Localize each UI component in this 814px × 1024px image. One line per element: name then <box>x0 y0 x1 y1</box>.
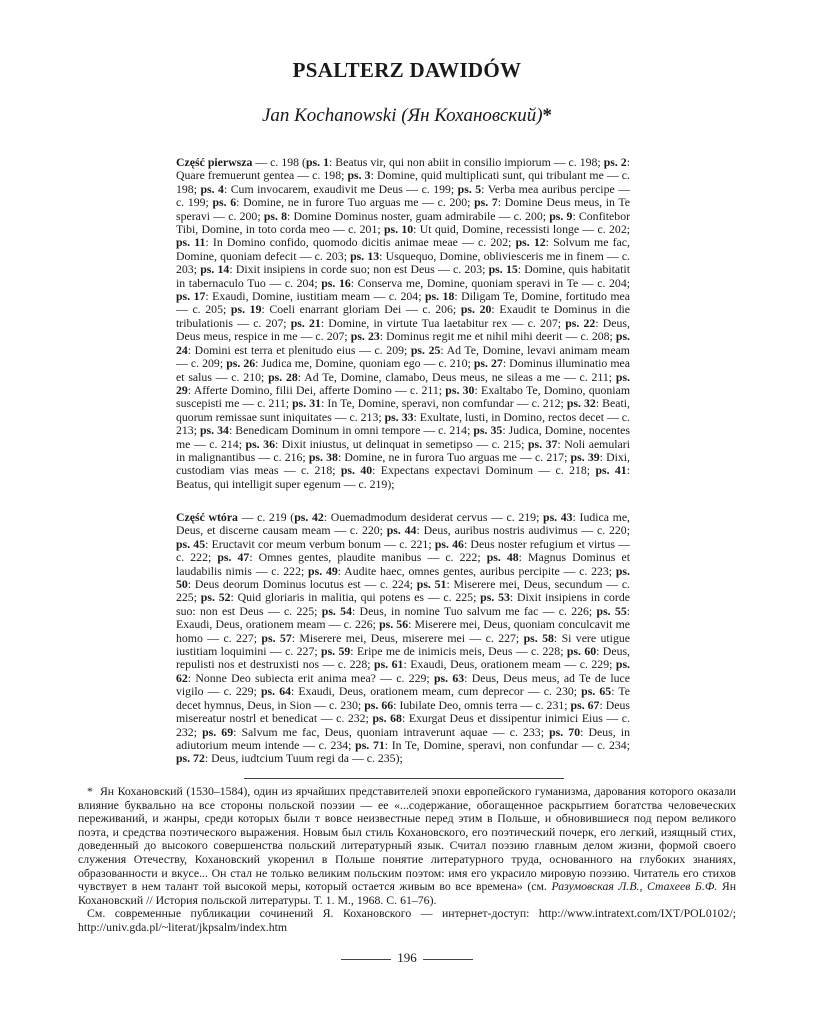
text-run: : Iudica me, Deus, et discerne causam meam — с. 220; <box>176 510 631 538</box>
text-run: : Exaltabo Te, Domino, quoniam suscepisti me — с. 211; <box>176 382 630 411</box>
bold-ref: ps. 17 <box>176 289 206 304</box>
bold-ref: ps. 3 <box>347 168 371 183</box>
author-name: Jan Kochanowski (Ян Кохановский) <box>261 105 543 126</box>
text-run: : Iubilate Deo, omnis terra — с. 231; <box>393 697 571 712</box>
text-run: : Diligam Te, Domine, fortitudo mea — с. 205; <box>176 289 630 317</box>
text-run: : Exultate, lusti, in Domino, rectos decet — с. 213; <box>176 409 630 438</box>
page-number-rule-right <box>423 959 473 960</box>
text-run: : Conserva me, Domine, quoniam speravi in Te — с. 204; <box>350 275 630 290</box>
bold-ref: ps. 63 <box>433 670 465 685</box>
bold-ref: ps. 10 <box>383 222 414 237</box>
italic-ref: Разумовская Л.В., Стахеев Б.Ф. <box>551 879 718 894</box>
bold-ref: ps. 60 <box>566 644 597 659</box>
bold-ref: ps. 18 <box>424 289 455 304</box>
text-run: : Miserere mei, Deus, quoniam conculcavit me homo — с. 227; <box>176 617 630 645</box>
text-run: : Deus noster refugium et virtus — с. 222; <box>176 536 630 565</box>
footnote-paragraph <box>78 785 736 907</box>
bold-ref: ps. 34 <box>200 423 229 438</box>
text-run: : Deus, in nomine Tuo salvum me fac — с. 226; <box>351 603 597 618</box>
text-run: : Deus, iudtcium Tuum regi da — с. 235); <box>204 751 403 766</box>
text-run: : Domine Dominus noster, guam admirabile — с. 200; <box>287 208 550 223</box>
text-run: : Quid gloriaris in malitia, qui potens es — с. 225; <box>230 590 481 605</box>
bold-ref: ps. 11 <box>176 235 206 250</box>
text-run: : Eructavit cor meum verbum bonum — с. 221; <box>205 536 435 551</box>
bold-ref: ps. 48 <box>486 550 519 565</box>
bold-ref: ps. 24 <box>176 329 631 357</box>
page-number <box>0 950 814 966</box>
author-line <box>0 105 814 127</box>
text-run: : Deus misereatur nostrl et benedicat — с. 232; <box>176 697 630 726</box>
text-run: : Ouemadmodum desiderat cervus — с. 219; <box>323 510 544 524</box>
bold-ref: ps. 29 <box>176 369 630 397</box>
text-run: : Exaudi, Deus, orationem meam, cum deprecor — с. 230; <box>291 684 582 699</box>
bold-ref: ps. 35 <box>473 423 503 438</box>
bold-ref: ps. 7 <box>474 195 498 210</box>
bold-ref: ps. 40 <box>340 463 373 478</box>
bold-ref: ps. 21 <box>290 315 321 330</box>
text-run: : In Te, Domine, speravi, non comfundar — с. 212; <box>321 396 567 411</box>
bold-ref: ps. 20 <box>460 302 492 317</box>
text-run: : In Te, Domine, speravi, non confundar — с. 234; <box>384 737 630 752</box>
text-run: : Benedicam Dominum in omni tempore — с. 214; <box>228 423 474 438</box>
text-run: : Deus, Deus meus, ad Te de luce vigilo — с. 229; <box>176 670 630 699</box>
text-run: : Eripe me de inimicis meis, Deus — с. 228; <box>350 644 567 659</box>
text-run: : In Domino confido, quomodo dicitis animae meae — с. 202; <box>205 235 516 250</box>
bold-ref: ps. 67 <box>570 697 600 712</box>
text-run: : Cum invocarem, exaudivit me Deus — с. 199; <box>223 181 458 196</box>
text-run: : Expectans expectavi Dominum — с. 218; <box>372 463 596 478</box>
text-run: : Domine, quid multiplicati sunt, qui tribulant me — с. 198; <box>176 168 630 196</box>
bold-ref: ps. 30 <box>445 382 475 397</box>
text-run: : Exaudi, Deus, orationem meam — с. 226; <box>176 603 630 632</box>
text-run: — с. 198 ( <box>252 155 306 169</box>
bold-ref: ps. 4 <box>200 181 224 196</box>
bold-ref: ps. 15 <box>488 262 518 277</box>
text-run: : Dixit iniustus, ut delinquat in semetipso — с. 215; <box>274 436 528 451</box>
text-run: : Deus deorum Dominus locutus est — с. 224; <box>187 577 417 592</box>
bold-ref: ps. 57 <box>261 630 292 645</box>
text-run: : Exaudi, Deus, orationem meam — с. 229; <box>403 657 616 672</box>
bold-ref: ps. 71 <box>355 737 385 752</box>
text-run: : Domine, quis habitatit in tabernaculo Tuo — с. 204; <box>176 262 630 290</box>
bold-ref: ps. 65 <box>581 684 612 699</box>
bold-ref: ps. 68 <box>372 711 402 726</box>
bold-ref: ps. 53 <box>480 590 510 605</box>
text-run: Ян Кохановский // История польской литературы. Т. 1. М., 1968. С. 61–76). <box>78 879 737 907</box>
text-run: : Nonne Deo subiecta erit anima mea? — с. 229; <box>187 670 434 685</box>
bold-ref: ps. 13 <box>350 248 380 263</box>
text-run: : Quare fremuerunt gentea — с. 198; <box>176 155 630 183</box>
text-run: : Deus, auribus nostris audivimus — с. 220; <box>416 523 630 538</box>
bold-ref: ps. 46 <box>434 536 464 551</box>
bold-ref: ps. 5 <box>457 181 482 196</box>
text-run: : Dixit insipiens in corde suo; non est Deus — с. 203; <box>229 262 489 277</box>
text-run: : Judica, Domine, nocentes me — с. 214; <box>176 423 630 451</box>
text-run: : Dominus illuminatio mea et salus — с. 210; <box>176 356 631 384</box>
bold-ref: ps. 51 <box>416 577 447 592</box>
bold-ref: ps. 27 <box>473 356 503 371</box>
section-text <box>176 511 630 766</box>
bold-ref: ps. 23 <box>350 329 380 344</box>
bold-ref: ps. 14 <box>200 262 230 277</box>
bold-ref: ps. 33 <box>384 409 414 424</box>
bold-ref: ps. 45 <box>176 536 206 551</box>
text-run: : Domine, ne in furore Tuo arguas me — с. 200; <box>236 195 475 210</box>
text-run: : Beati, quorum remissae sunt iniquitates — с. 213; <box>176 396 630 424</box>
bold-ref: ps. 66 <box>364 697 394 712</box>
page-number-value: 196 <box>397 950 417 965</box>
text-run: : Dixi, custodiam vias meas — с. 218; <box>176 449 630 478</box>
bold-ref: ps. 28 <box>268 369 298 384</box>
text-run: : Ad Te, Domine, levavi animam meam — с. 209; <box>176 342 630 371</box>
footnote-divider <box>244 778 564 779</box>
bold-ref: ps. 19 <box>230 302 262 317</box>
text-run: : Salvum me fac, Deus, quoniam intraverunt aquae — с. 233; <box>233 724 550 739</box>
text-run: — с. 219 ( <box>237 510 295 524</box>
bold-ref: ps. 36 <box>245 436 275 451</box>
text-run: : Ut quid, Domine, recessisti longe — с. 202; <box>413 222 630 237</box>
bold-ref: ps. 6 <box>212 195 237 210</box>
text-run: : Miserere mei, Deus, secundum — с. 225; <box>176 577 630 605</box>
bold-ref: ps. 38 <box>308 449 338 464</box>
bold-ref: ps. 52 <box>200 590 231 605</box>
bold-ref: ps. 12 <box>515 235 546 250</box>
page-title: PSALTERZ DAWIDÓW <box>292 58 522 82</box>
text-run: : Solvum me fac, Domine, quoniam defecit — с. 203; <box>176 235 630 263</box>
text-run: : Domine Deus meus, in Te speravi — с. 200; <box>176 195 631 223</box>
bold-ref: ps. 2 <box>603 155 627 169</box>
bold-ref: ps. 69 <box>202 724 234 739</box>
bold-ref: ps. 22 <box>565 315 596 330</box>
bold-ref: ps. 25 <box>410 342 441 357</box>
bold-ref: ps. 56 <box>379 617 409 632</box>
text-run: : Dixit insipiens in corde suo: non est Deus — с. 225; <box>176 590 630 618</box>
page-number-rule-left <box>341 959 391 960</box>
bold-ref: ps. 43 <box>543 510 573 524</box>
text-run: : Exaudi, Domine, iustitiam meam — с. 204; <box>205 289 425 304</box>
bold-ref: ps. 70 <box>549 724 581 739</box>
bold-ref: ps. 31 <box>292 396 322 411</box>
text-run: : Deus, Deus meus, respice in me — с. 207; <box>176 315 630 344</box>
text-run: : Ad Te, Domine, clamabo, Deus meus, ne sileas a me — с. 211; <box>297 369 616 384</box>
text-run: : Exurgat Deus et dissipentur inimici Eius — с. 232; <box>176 711 630 739</box>
bold-ref: ps. 64 <box>260 684 291 699</box>
text-run: Ян Кохановский (1530–1584), один из ярчайших представителей эпохи европейского гуманизма, дарования которого оказали влияние буквально на все стороны польской поэзии — ее «...содержание, обогащенное раскрытием богатства человеческих переживаний, и жанры, среди которых были т вовсе неизвестные перед этим в Польше, и обновившиеся под пером великого поэта, и средства поэтического выражения. Новым был стиль Кохановского, его поэтический почерк, его легкий, изящный стих, доведенный до высокого совершенства польский литературный язык. Считал поэзию главным делом жизни, формой своего служения Отечеству, Кохановский укоренил в Польше понятие литературного труда, основанного на глубоких знаниях, образованности и вкусе... Он стал не только великим польским поэтом: имя его украсило мировую поэзию. Читатель его стихов чувствует в нем талант той высокой меры, который остается живым во все времена» (см. <box>78 784 736 894</box>
text-run: : Si vere utigue iustitiam loquimini — с. 227; <box>176 630 630 659</box>
text-run: : Omnes gentes, plaudite manibus — с. 222; <box>249 550 487 565</box>
bold-ref: ps. 8 <box>263 208 288 223</box>
text-run: : Coeli enarrant gloriam Dei — с. 206; <box>261 302 461 317</box>
text-run: : Beatus, qui intelligit super egenum — с. 219); <box>176 463 630 491</box>
footnote <box>78 785 736 935</box>
bold-ref: ps. 41 <box>595 463 627 478</box>
text-run: : Confitebor Tibi, Domine, in toto corda meo — с. 201; <box>176 208 631 237</box>
bold-ref: Część wtóra <box>176 510 238 524</box>
bold-ref: ps. 42 <box>294 510 324 524</box>
footnote-mark: * <box>87 784 93 798</box>
section-text <box>176 156 630 491</box>
text-run: : Dominus regit me et nihil mihi deerit — с. 208; <box>379 329 616 344</box>
bold-ref: ps. 16 <box>321 275 351 290</box>
text-run: : Deus, repulisti nos et destruxisti nos — с. 228; <box>176 644 631 672</box>
text-run: : Magnus Dominus et laudabilis nimis — с. 222; <box>176 550 630 578</box>
bold-ref: ps. 37 <box>527 436 558 451</box>
text-run: : Exaudit te Dominus in die tribulationis — с. 207; <box>176 302 631 330</box>
bold-ref: ps. 58 <box>523 630 554 645</box>
bold-ref: ps. 54 <box>321 603 352 618</box>
text-run: : Miserere mei, Deus, miserere mei — с. 227; <box>291 630 524 645</box>
footnote-marker: * <box>542 105 553 126</box>
text-run: : Deus, in adiutorium meum intende — с. 234; <box>176 724 630 752</box>
text-run: : Audite haec, omnes gentes, auribus percipite — с. 223; <box>337 563 616 578</box>
footnote-links: См. современные публикации сочинений Я. Кохановского — интернет-доступ: http://www.intratext.com/IXT/POL0102/; http://univ.gda.pl/~literat/jkpsalm/index.htm <box>78 906 736 934</box>
bold-ref: Część pierwsza <box>176 155 253 169</box>
text-run: : Domini est terra et plenitudo eius — с. 209; <box>187 342 411 357</box>
bold-ref: ps. 50 <box>176 563 630 592</box>
section-part-one <box>176 156 630 491</box>
text-run: : Afferte Domino, filii Dei, afferte Domino — с. 211; <box>187 382 446 397</box>
bold-ref: ps. 55 <box>596 603 627 618</box>
section-part-two <box>176 511 630 766</box>
footnote-body <box>78 784 736 907</box>
bold-ref: ps. 61 <box>374 657 404 672</box>
text-run: : Beatus vir, qui non abiit in consilio impiorum — с. 198; <box>328 155 604 169</box>
bold-ref: ps. 62 <box>176 657 630 685</box>
text-run: : Domine, in virtute Tua laetabitur rex — с. 207; <box>320 315 566 330</box>
bold-ref: ps. 39 <box>570 449 600 464</box>
bold-ref: ps. 1 <box>305 155 329 169</box>
bold-ref: ps. 32 <box>566 396 596 411</box>
bold-ref: ps. 59 <box>321 644 351 659</box>
text-run: : Usquequo, Domine, obliviesceris me in finem — с. 203; <box>176 248 631 277</box>
bold-ref: ps. 26 <box>226 356 256 371</box>
bold-ref: ps. 9 <box>549 208 573 223</box>
text-run: : Judica me, Domine, quoniam ego — с. 210; <box>255 356 474 371</box>
bold-ref: ps. 47 <box>217 550 250 565</box>
text-run: : Noli aemulari in malignantibus — с. 216; <box>176 436 630 464</box>
bold-ref: ps. 49 <box>308 563 338 578</box>
bold-ref: ps. 44 <box>386 523 417 538</box>
text-run: : Domine, ne in furora Tuo arguas me — с. 217; <box>337 449 571 464</box>
bold-ref: ps. 72 <box>176 751 205 766</box>
text-run: : Verba mea auribus percipe — с. 199; <box>176 181 630 210</box>
text-run: : Te decet hymnus, Deus, in Sion — с. 230; <box>176 684 630 712</box>
